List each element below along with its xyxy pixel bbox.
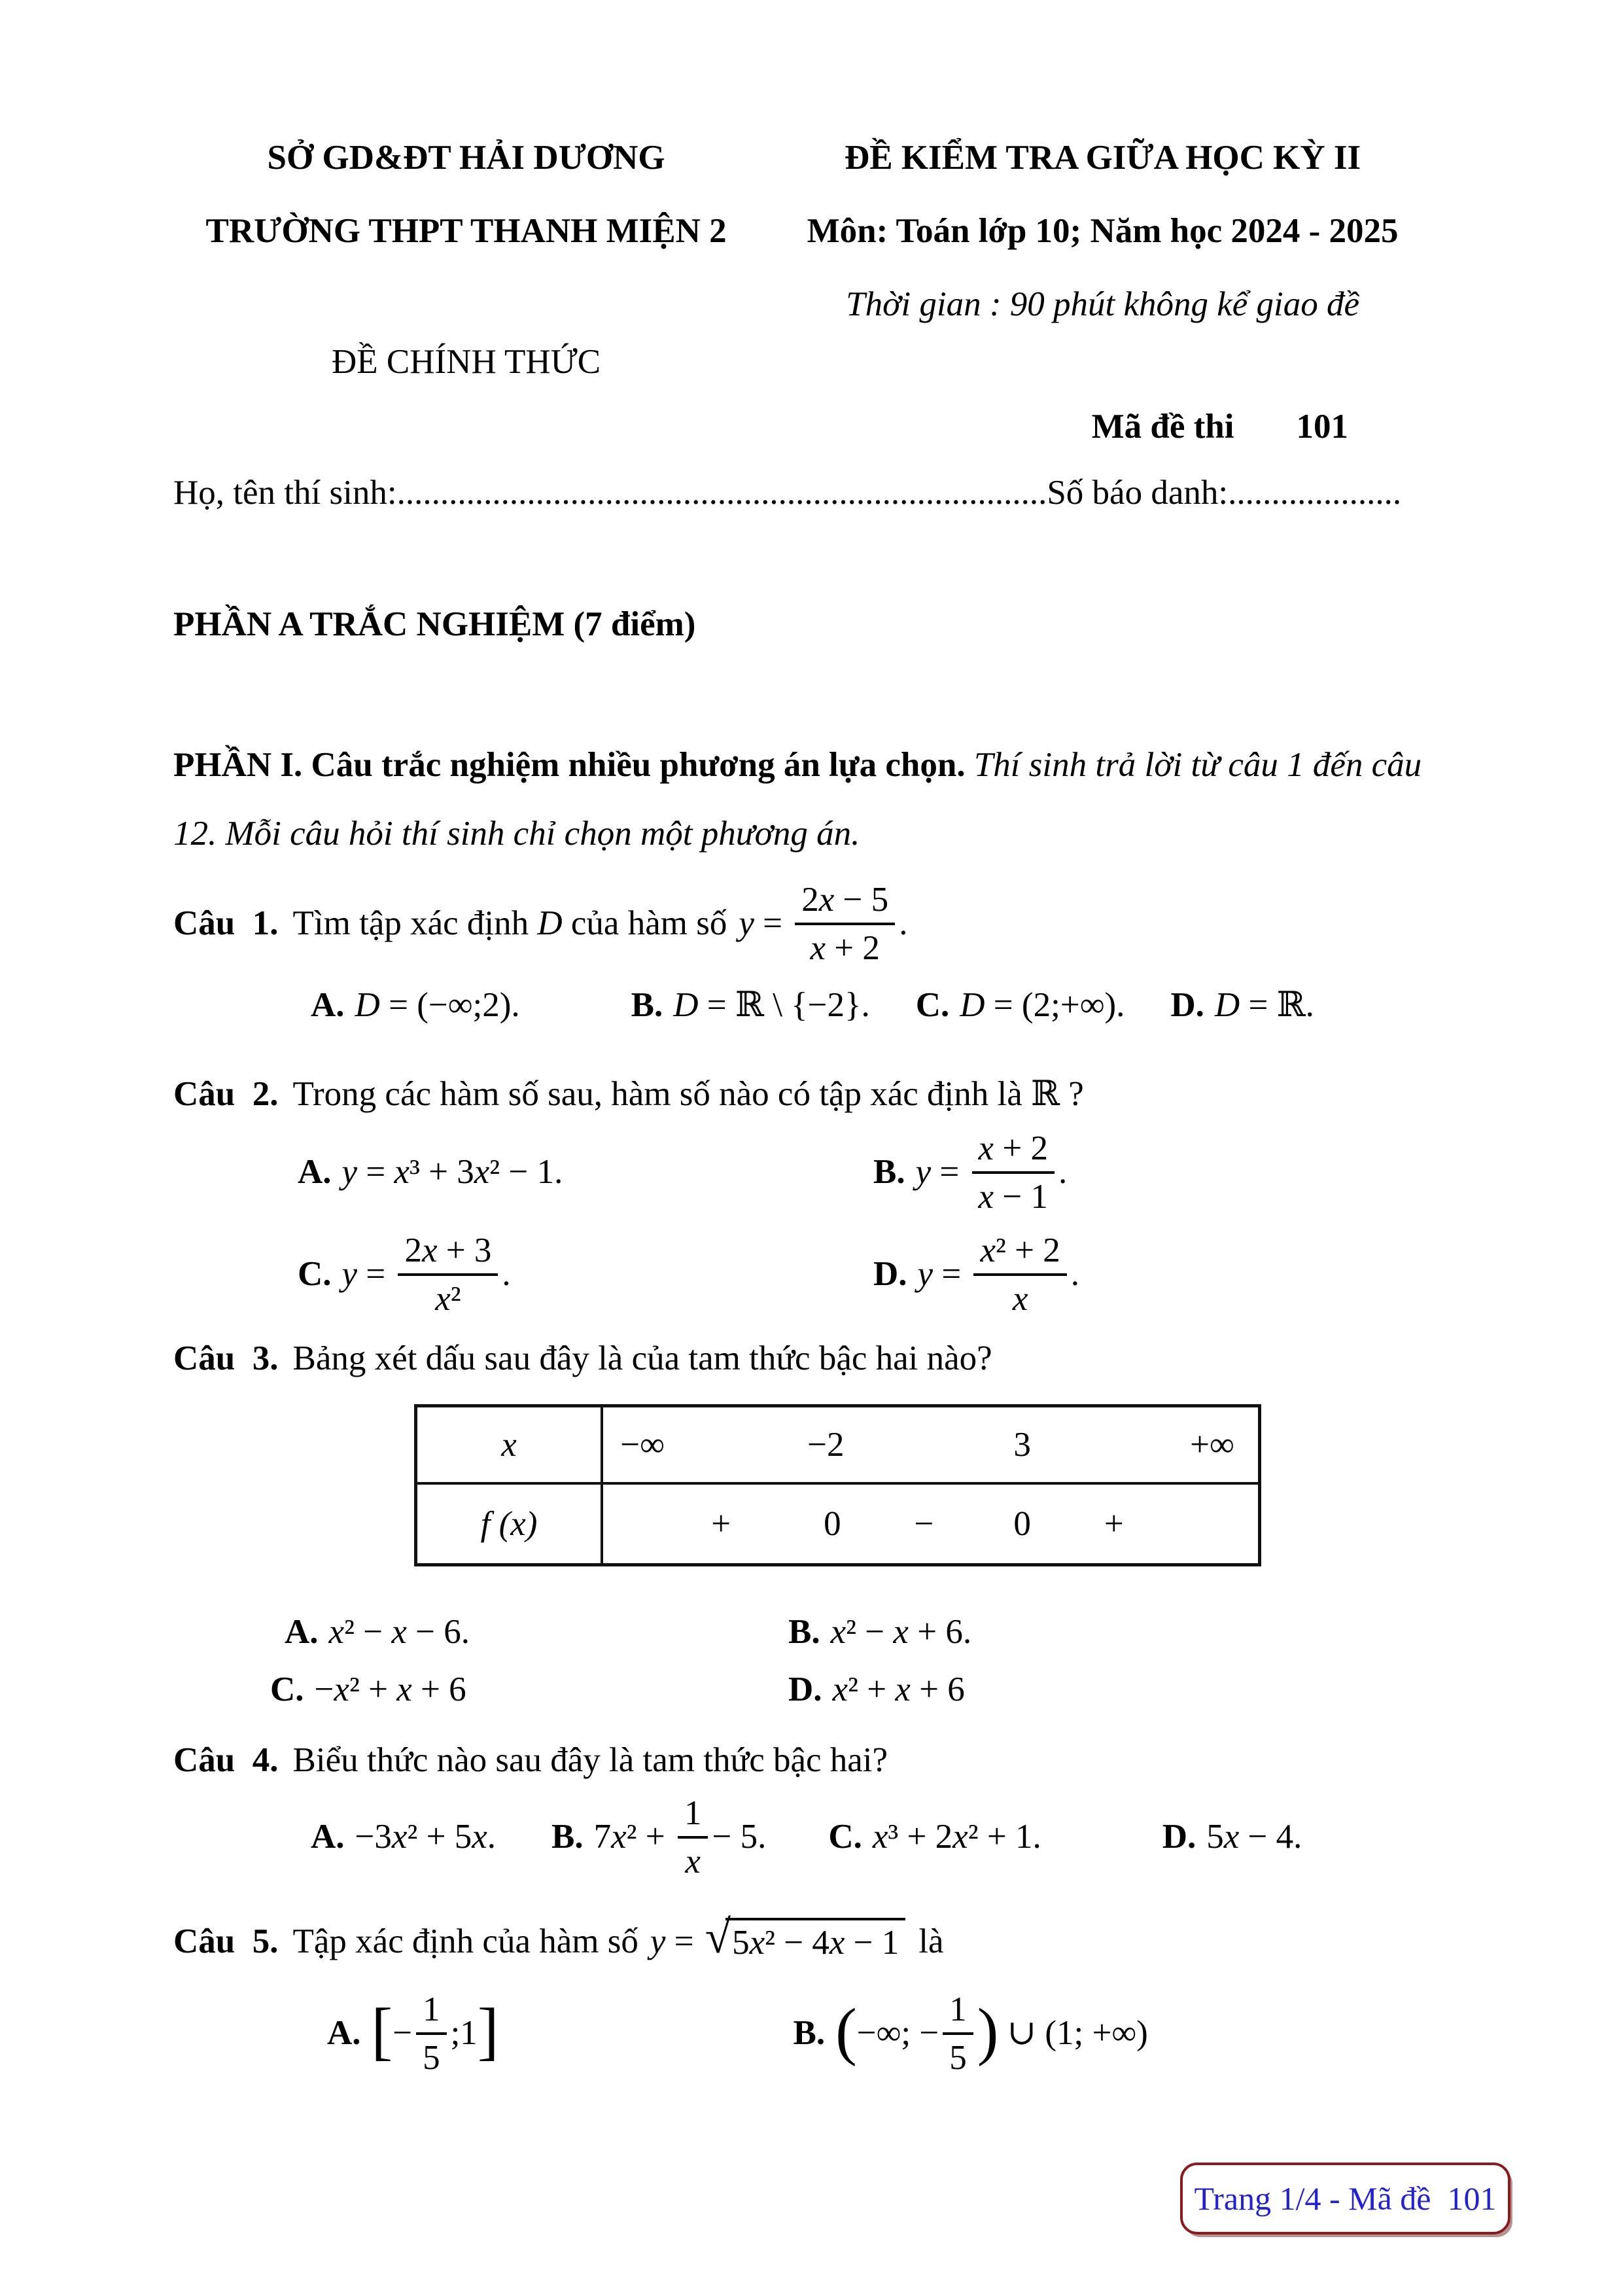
q2-option-d-formula [918,1229,1079,1319]
q2-option-b [873,1127,1446,1217]
q5-after-text: là [918,1922,944,1960]
q5-formula [650,1911,905,1965]
sign-table-fx-header: f (x) [417,1485,603,1563]
header-left [173,121,759,463]
q5-option-b-pre: −∞; − [856,2013,939,2052]
q4-option-a [311,1817,496,1856]
official-exam-label: ĐỀ CHÍNH THỨC [332,343,601,381]
q2-option-b-suffix: . [1058,1153,1068,1191]
q2-option-d-suffix: . [1070,1255,1080,1293]
q3-option-b-letter: B. [788,1613,820,1651]
q5-option-a-fraction [416,1988,447,2078]
q2-option-b-formula [916,1127,1068,1217]
part1-intro [173,731,1446,868]
sign-table-x-header: x [417,1407,603,1482]
q4-option-d-text: 5x − 4. [1206,1818,1302,1856]
q5-option-a [327,1988,498,2078]
part1-intro-italic: Thí sinh trả lời từ câu 1 đến câu 12. Mỗi câu hỏi thí sinh chỉ chọn một phương án. [173,746,1422,853]
q1-option-d-text: D = ℝ. [1214,986,1314,1024]
q2-option-b-lhs: y = [915,1153,968,1191]
q2-option-b-den: x − 1 [978,1178,1048,1216]
department-name: SỞ GD&ĐT HẢI DƯƠNG [267,139,665,177]
q3-option-b [788,1612,1446,1651]
q1-text: Tìm tập xác định D của hàm số [292,904,727,942]
q3-option-c-text: −x² + x + 6 [314,1670,466,1708]
q2-option-d-fraction [973,1229,1066,1319]
q2-option-d-den: x [1012,1280,1028,1318]
fx-sign-zero1: 0 [824,1505,841,1543]
q1-option-c [916,985,1125,1025]
q2-option-c-fraction [398,1229,498,1319]
q2-options [298,1127,1446,1319]
q4-option-c-text: x³ + 2x² + 1. [872,1818,1041,1856]
fx-sign-plus1: + [711,1505,731,1543]
sign-table-fx-values [603,1485,1258,1563]
school-name: TRƯỜNG THPT THANH MIỆN 2 [205,212,727,250]
q1-option-c-letter: C. [915,985,950,1024]
q4-option-d-letter: D. [1162,1818,1196,1856]
q5-option-b-letter: B. [793,2013,826,2052]
q3-label: Câu 3. [173,1339,279,1377]
q4-option-b-formula [594,1792,767,1882]
candidate-name-dots: ........................................................................... [396,474,1047,512]
q5-option-b-right-paren: ) [977,1996,999,2067]
q5-option-b [793,1988,1147,2078]
q2-statement [173,1074,1446,1114]
exam-title: ĐỀ KIỂM TRA GIỮA HỌC KỲ II [844,139,1361,177]
header-right [759,121,1446,463]
exam-code-line [759,390,1446,463]
q4-option-d [1162,1817,1302,1856]
q5-option-b-fraction [943,1988,973,2078]
q5-option-a-right-bracket: ] [477,1996,499,2067]
q1-option-a [311,985,520,1025]
q4-option-b [551,1792,766,1882]
q1-option-a-letter: A. [311,985,345,1024]
q1-formula-suffix: . [899,904,908,942]
q2-option-d-letter: D. [873,1255,907,1293]
q4-option-b-fraction [678,1792,708,1882]
q4-option-b-post: − 5. [712,1818,767,1856]
q3-option-d [788,1670,1446,1709]
fx-sign-zero2: 0 [1013,1505,1031,1543]
q1-frac-num: 2x − 5 [795,878,895,925]
q2-option-c-den: x² [435,1280,461,1318]
x-value-neg2: −2 [807,1426,845,1464]
q4-option-c [828,1817,1041,1856]
q2-option-c-suffix: . [502,1255,511,1293]
q1-option-b [631,985,870,1025]
section-a-title: PHẦN A TRẮC NGHIỆM (7 điểm) [173,605,696,643]
q4-statement [173,1740,1446,1780]
q3-option-a [285,1612,788,1651]
q4-option-b-pre: 7x² + [593,1818,674,1856]
q1-statement [173,878,1446,968]
q3-option-d-text: x² + x + 6 [832,1670,965,1708]
q5-option-a-post: ;1 [450,2013,478,2052]
q4-label: Câu 4. [173,1741,279,1779]
q1-option-b-text: D = ℝ \ {−2}. [673,986,870,1024]
q4-option-b-letter: B. [551,1818,584,1856]
question-3 [173,1339,1446,1709]
q5-sqrt [705,1911,906,1965]
q2-label: Câu 2. [173,1074,279,1113]
part1-intro-bold: PHẦN I. Câu trắc nghiệm nhiều phương án lựa chọn. [173,746,974,784]
q3-option-a-letter: A. [285,1613,319,1651]
q3-options [270,1612,1446,1709]
q2-option-d-num: x² + 2 [973,1229,1066,1276]
q3-sign-table [414,1404,1261,1566]
q4-option-b-num: 1 [678,1792,708,1839]
q5-text: Tập xác định của hàm số [292,1922,638,1960]
exam-code-label: Mã đề thi [1091,408,1234,446]
exam-duration: Thời gian : 90 phút không kể giao đề [846,285,1360,323]
q5-option-b-left-paren: ( [835,1996,857,2067]
candidate-number-label: Số báo danh: [1047,474,1229,512]
q2-option-c-lhs: y = [341,1255,394,1293]
q4-option-a-letter: A. [311,1818,345,1856]
q1-option-d [1170,985,1314,1025]
q5-option-a-left-bracket: [ [371,1996,393,2067]
q2-option-a [298,1152,873,1192]
exam-header [173,121,1446,463]
q1-formula [739,878,907,968]
q1-option-d-letter: D. [1170,985,1204,1024]
footer-page-badge [1180,2163,1510,2234]
q1-formula-lhs: y = [739,904,792,942]
q2-option-c-num: 2x + 3 [398,1229,498,1276]
q2-option-a-letter: A. [298,1153,332,1191]
candidate-name-label: Họ, tên thí sinh: [173,474,397,512]
q1-options [311,985,1446,1025]
q3-text: Bảng xét dấu sau đây là của tam thức bậc hai nào? [292,1339,992,1377]
q5-option-a-pre: − [393,2013,413,2052]
q5-option-a-letter: A. [327,2013,361,2052]
q2-option-b-letter: B. [873,1153,905,1191]
q5-option-a-num: 1 [416,1988,447,2035]
q5-options [327,1988,1446,2078]
q1-option-c-text: D = (2;+∞). [960,985,1125,1024]
q5-label: Câu 5. [173,1922,279,1960]
q3-option-c [270,1670,788,1709]
exam-subject: Môn: Toán lớp 10; Năm học 2024 - 2025 [807,212,1399,250]
q4-option-c-letter: C. [828,1818,862,1856]
question-4 [173,1740,1446,1882]
q1-fraction [795,878,895,968]
q5-radicand: 5x² − 4x − 1 [725,1918,905,1962]
q3-option-b-text: x² − x + 6. [830,1613,972,1651]
question-5 [173,1911,1446,2078]
x-value-neg-inf: −∞ [620,1426,665,1464]
q1-option-b-letter: B. [631,985,663,1024]
q5-option-b-post: ∪ (1; +∞) [998,2014,1148,2053]
q1-option-a-text: D = (−∞;2). [355,985,520,1024]
q4-options [311,1792,1446,1882]
sign-table-row-x [417,1407,1258,1482]
fx-sign-plus2: + [1104,1505,1124,1543]
q5-option-b-den: 5 [949,2038,967,2077]
q5-radical-sign: √ [705,1911,731,1963]
q2-option-a-text: y = x³ + 3x² − 1. [341,1153,563,1191]
candidate-line [173,471,1446,514]
q5-option-b-num: 1 [943,1988,973,2035]
q5-statement [173,1911,1446,1965]
q1-label: Câu 1. [173,904,279,942]
x-value-3: 3 [1013,1426,1031,1464]
footer-page-text: Trang 1/4 - Mã đề 101 [1194,2180,1497,2217]
exam-code-value: 101 [1296,408,1348,446]
q2-text: Trong các hàm số sau, hàm số nào có tập xác định là ℝ ? [292,1075,1084,1113]
q2-option-d-lhs: y = [917,1255,970,1293]
q3-option-a-text: x² − x − 6. [328,1613,470,1651]
sign-table-row-fx [417,1482,1258,1563]
q4-option-b-den: x [685,1843,701,1881]
x-value-pos-inf: +∞ [1190,1426,1234,1464]
question-2 [173,1074,1446,1319]
q2-option-b-num: x + 2 [972,1127,1055,1174]
q4-text: Biểu thức nào sau đây là tam thức bậc hai? [292,1741,888,1779]
candidate-number-dots: .................... [1228,474,1402,512]
question-1 [173,878,1446,1025]
q3-option-d-letter: D. [788,1670,822,1708]
fx-sign-minus: − [914,1505,934,1543]
q2-option-d [873,1229,1446,1319]
q5-option-a-den: 5 [423,2038,440,2077]
sign-table-x-values [603,1407,1258,1482]
q4-option-a-text: −3x² + 5x. [355,1818,497,1856]
q3-statement [173,1339,1446,1378]
q1-frac-den: x + 2 [810,929,880,967]
q2-option-b-fraction [972,1127,1055,1217]
q2-option-c-formula [342,1229,511,1319]
q2-option-c [298,1229,873,1319]
q2-option-c-letter: C. [298,1255,332,1293]
q5-formula-lhs: y = [650,1922,703,1960]
q3-option-c-letter: C. [270,1670,304,1708]
